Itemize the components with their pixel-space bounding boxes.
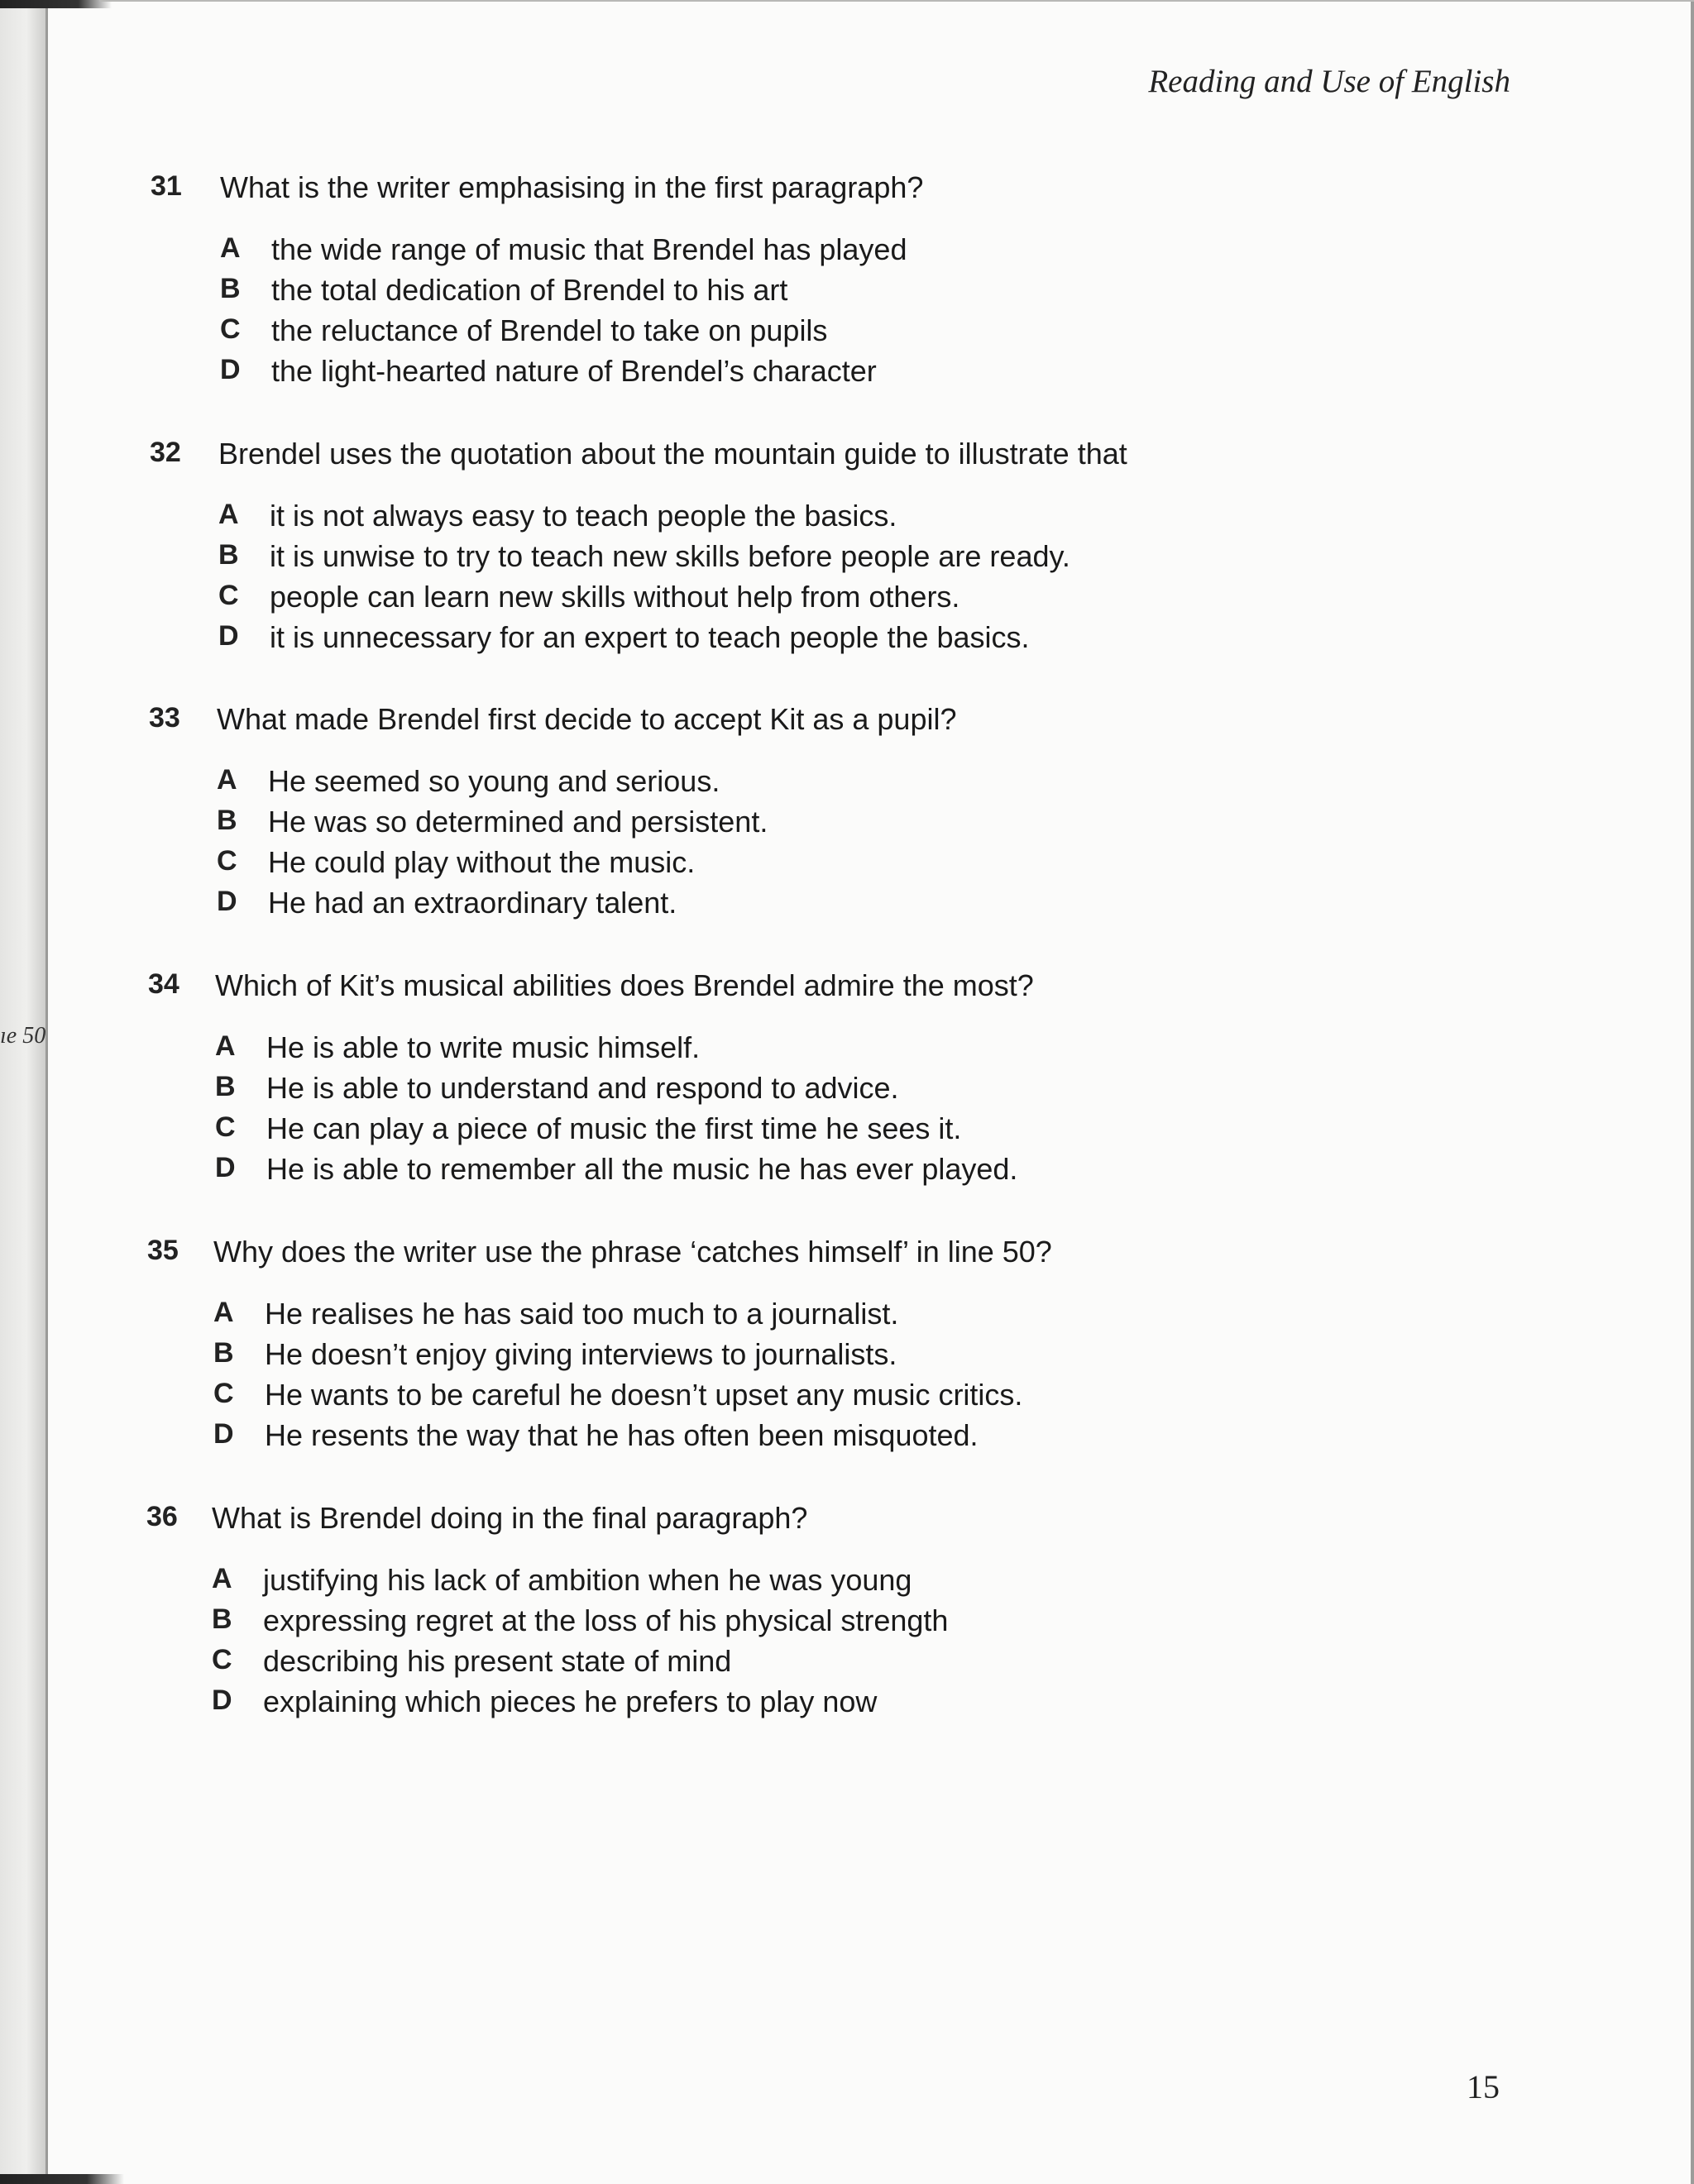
option-letter: A [217, 764, 237, 796]
option-text: He seemed so young and serious. [268, 764, 720, 798]
option-letter: B [220, 273, 241, 304]
option-text: it is unwise to try to teach new skills before people are ready. [270, 539, 1070, 573]
option-text: He had an extraordinary talent. [268, 886, 677, 920]
margin-line-reference: ıe 50 [0, 1023, 46, 1049]
question-text: What is Brendel doing in the final paragraph? [212, 1501, 808, 1535]
option-letter: D [218, 620, 239, 652]
option-letter: C [213, 1378, 234, 1409]
option-text: He doesn’t enjoy giving interviews to journalists. [265, 1337, 897, 1371]
option-text: He could play without the music. [268, 845, 696, 879]
option-text: explaining which pieces he prefers to play now [263, 1685, 878, 1718]
option-letter: B [217, 805, 237, 836]
question-text: Why does the writer use the phrase ‘catches himself’ in line 50? [213, 1235, 1052, 1269]
question-number: 33 [149, 702, 180, 734]
running-head: Reading and Use of English [1148, 64, 1510, 99]
scan-right-edge [1691, 0, 1694, 2184]
option-letter: D [213, 1418, 234, 1450]
page-top-edge [99, 0, 1694, 2]
option-text: it is not always easy to teach people the basics. [270, 499, 897, 533]
option-letter: A [212, 1563, 232, 1594]
option-text: He is able to remember all the music he has ever played. [266, 1152, 1018, 1186]
option-letter: B [213, 1337, 234, 1369]
option-text: He can play a piece of music the first time he sees it. [266, 1111, 962, 1145]
question-text: What made Brendel first decide to accept Kit as a pupil? [217, 702, 957, 736]
option-text: justifying his lack of ambition when he was young [263, 1563, 912, 1597]
question-number: 31 [151, 170, 182, 202]
option-text: it is unnecessary for an expert to teach people the basics. [270, 620, 1030, 654]
option-letter: C [220, 313, 241, 345]
option-letter: C [217, 845, 237, 877]
option-text: the reluctance of Brendel to take on pupils [271, 313, 828, 347]
option-text: describing his present state of mind [263, 1644, 732, 1678]
option-text: He resents the way that he has often been misquoted. [265, 1418, 979, 1452]
page-number: 15 [1467, 2068, 1500, 2105]
scan-corner-bottom [0, 2174, 124, 2184]
option-text: He wants to be careful he doesn’t upset any music critics. [265, 1378, 1023, 1412]
option-letter: B [215, 1071, 236, 1102]
option-text: the wide range of music that Brendel has played [271, 232, 907, 266]
question-text: What is the writer emphasising in the first paragraph? [220, 170, 924, 204]
option-text: He was so determined and persistent. [268, 805, 768, 839]
option-letter: A [220, 232, 241, 264]
option-text: the light-hearted nature of Brendel’s character [271, 354, 877, 388]
option-text: He is able to write music himself. [266, 1030, 701, 1064]
option-letter: C [212, 1644, 232, 1675]
option-letter: B [212, 1603, 232, 1635]
question-text: Brendel uses the quotation about the mountain guide to illustrate that [218, 437, 1127, 471]
option-text: people can learn new skills without help from others. [270, 580, 960, 614]
option-letter: B [218, 539, 239, 571]
option-letter: D [215, 1152, 236, 1183]
scan-corner-top [0, 0, 112, 8]
question-text: Which of Kit’s musical abilities does Brendel admire the most? [215, 968, 1034, 1002]
option-letter: A [215, 1030, 236, 1062]
option-letter: C [215, 1111, 236, 1143]
option-letter: D [220, 354, 241, 385]
option-text: He realises he has said too much to a journalist. [265, 1297, 899, 1331]
question-number: 35 [147, 1235, 179, 1266]
question-number: 32 [150, 437, 181, 468]
option-letter: A [218, 499, 239, 530]
scan-left-edge [0, 0, 48, 2184]
question-number: 36 [146, 1501, 178, 1532]
option-letter: A [213, 1297, 234, 1328]
option-text: the total dedication of Brendel to his art [271, 273, 788, 307]
option-letter: D [217, 886, 237, 917]
option-letter: D [212, 1685, 232, 1716]
question-number: 34 [148, 968, 179, 1000]
option-text: He is able to understand and respond to advice. [266, 1071, 899, 1105]
option-text: expressing regret at the loss of his physical strength [263, 1603, 949, 1637]
option-letter: C [218, 580, 239, 611]
